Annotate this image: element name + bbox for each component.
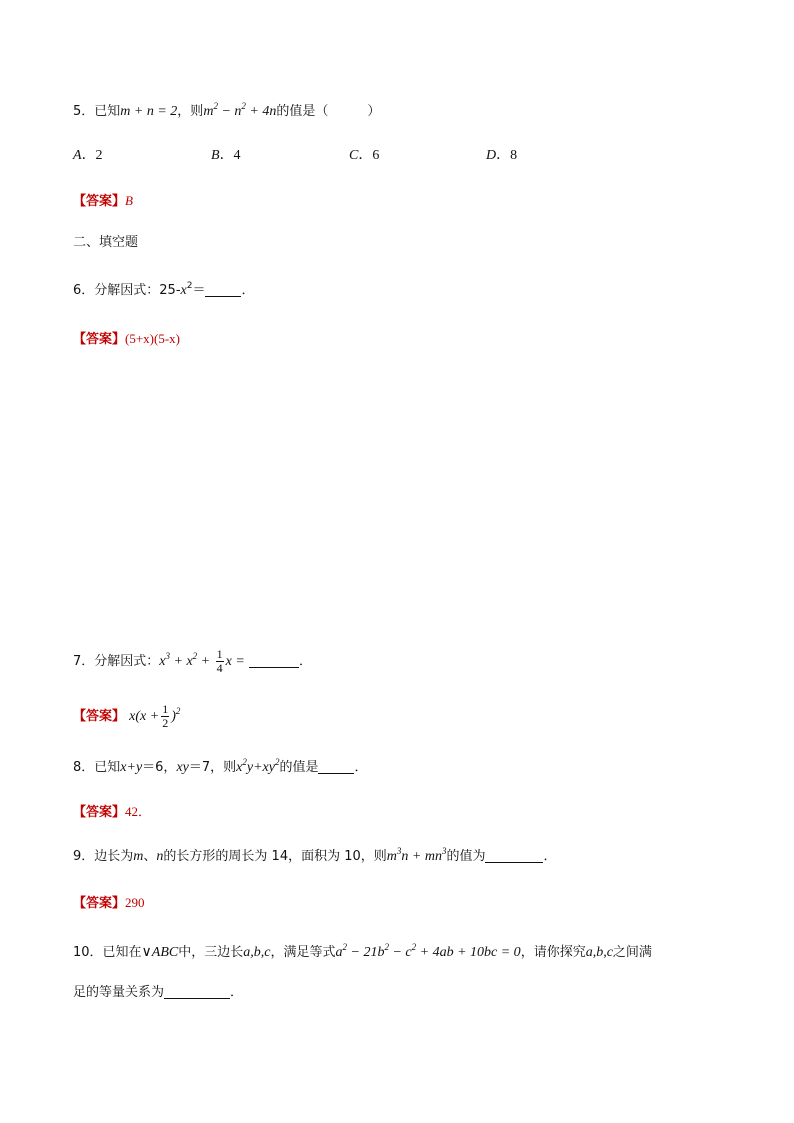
- q10-equation: $a^2 - 21b^2 - c^2 + 4ab + 10bc = 0$: [335, 942, 521, 960]
- question-10-line2: 足的等量关系为 ．: [73, 985, 244, 1000]
- q8-stem: 8．已知: [73, 760, 121, 775]
- answer-blank[interactable]: [164, 984, 230, 999]
- answer-blank[interactable]: [249, 653, 299, 668]
- q5-tail: 的值是（ ）: [276, 104, 381, 119]
- q7-stem: 7．分解因式：: [73, 654, 160, 669]
- answer-value: 42: [125, 804, 139, 819]
- q5-expression: $m^2 - n^2 + 4n$: [203, 101, 277, 119]
- q5-condition: m + n = 2: [120, 104, 178, 119]
- question-7: 7．分解因式：$x^3 + x^2$ + $\frac{1}{4}$ x = ．: [73, 647, 312, 675]
- option-d[interactable]: D．8: [486, 148, 518, 163]
- answer-blank[interactable]: [485, 848, 543, 863]
- option-a[interactable]: A．2: [73, 148, 103, 163]
- answer-value: 290: [125, 895, 145, 910]
- q5-connector: ，则: [177, 104, 204, 119]
- question-10: 10．已知在∨ABC中，三边长a,b,c，满足等式$a^2 - 21b^2 - c^2 + 4ab + 10bc = 0$，请你探究a,b,c之间满: [73, 942, 652, 960]
- question-6: 6．分解因式：$25-x^2=$ ．: [73, 281, 255, 298]
- q6-stem: 6．分解因式：25-: [73, 283, 181, 298]
- answer-blank[interactable]: [318, 759, 354, 774]
- question-8: 8．已知x+y＝6，xy＝7，则$x^2y+xy^2$的值是 ．: [73, 757, 368, 775]
- answer-blank[interactable]: [205, 282, 241, 297]
- q5-options: [73, 146, 673, 166]
- q6-answer: [73, 329, 180, 350]
- answer-label: 【答案】: [73, 709, 126, 724]
- q5-answer: [73, 191, 133, 212]
- triangle-symbol: ∨ABC: [141, 945, 179, 960]
- question-9: 9．边长为m、n的长方形的周长为 14，面积为 10，则$m^3n + mn^3$的值为 ．: [73, 846, 557, 864]
- q9-stem: 9．边长为: [73, 849, 134, 864]
- option-c[interactable]: C．6: [349, 148, 380, 163]
- answer-value: x(x +: [129, 709, 160, 724]
- answer-label: 【答案】: [73, 805, 126, 820]
- answer-value: (5+x)(5-x): [125, 331, 180, 346]
- q8-answer: 【答案】42．: [73, 804, 152, 820]
- fraction-one-half: $\frac{1}{2}$: [162, 702, 169, 730]
- section-heading: 二、填空题: [73, 235, 139, 250]
- option-b[interactable]: B．4: [211, 148, 241, 163]
- q5-stem: 5．已知: [73, 104, 121, 119]
- answer-label: 【答案】: [73, 896, 126, 911]
- answer-label: 【答案】: [73, 332, 126, 347]
- fraction-one-quarter: $\frac{1}{4}$: [216, 647, 223, 675]
- q9-answer: [73, 893, 145, 914]
- q7-answer: 【答案】 x(x + $\frac{1}{2}$ )$^2$: [73, 702, 181, 730]
- answer-label: 【答案】: [73, 194, 126, 209]
- question-5: [73, 102, 380, 122]
- q10-stem: 10．已知在: [73, 945, 142, 960]
- answer-value: B: [125, 193, 133, 208]
